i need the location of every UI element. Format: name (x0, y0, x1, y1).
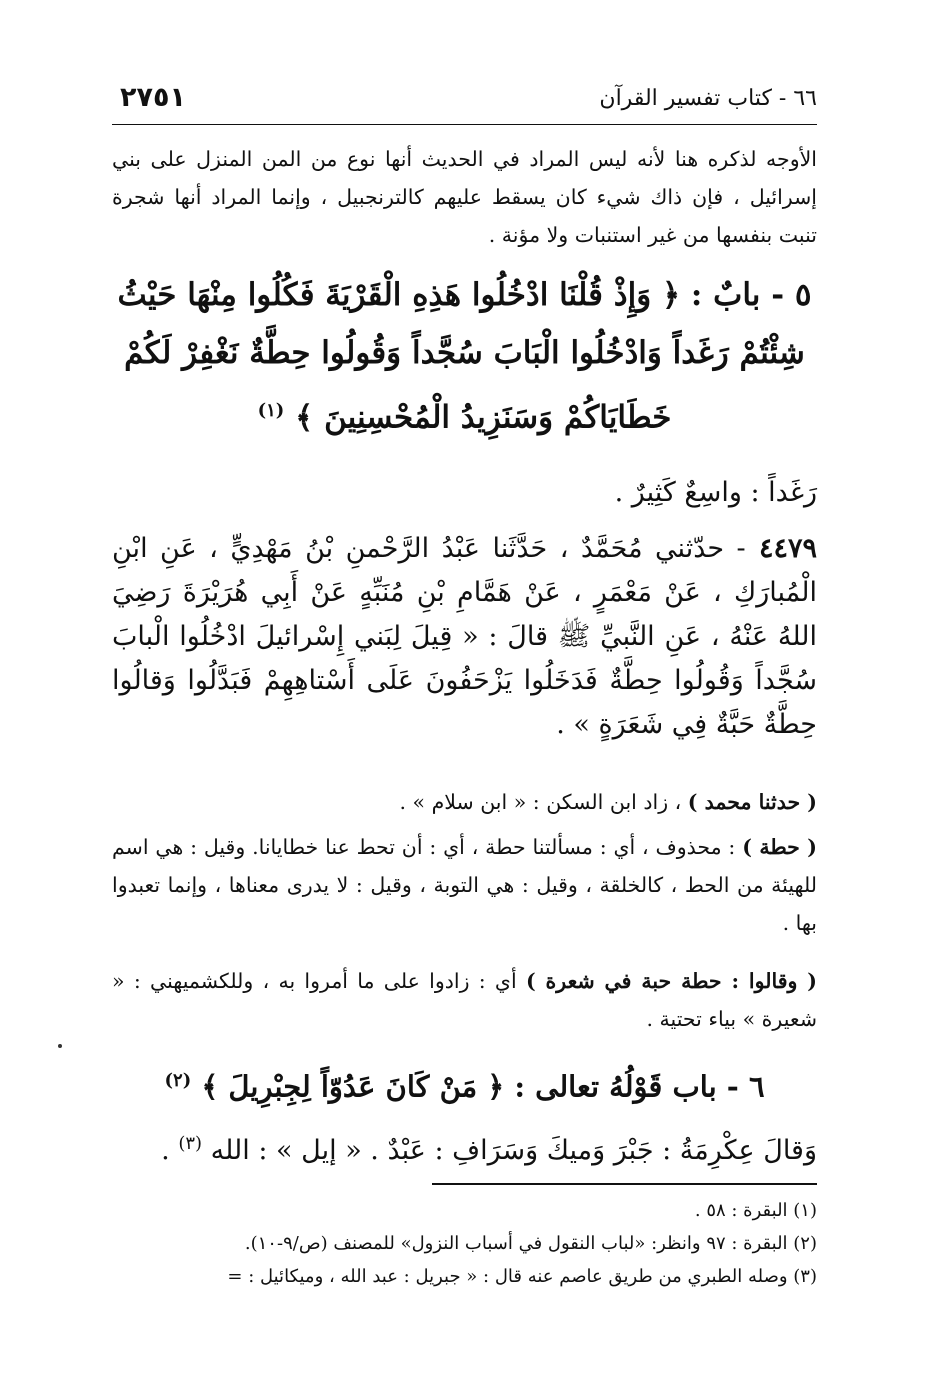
hadith-4479 (112, 527, 817, 747)
section-6-text: ٦ - باب قَوْلُهُ تعالى : ﴿ مَنْ كَانَ عَدُوّاً لِجِبْرِيلَ ﴾ (201, 1069, 765, 1104)
chapter-title: ٦٦ - كتاب تفسير القرآن (599, 86, 817, 111)
commentary-1-text: ، زاد ابن السكن : « ابن سلام » . (399, 790, 682, 814)
page-header (112, 82, 817, 130)
commentary-2-text: : محذوف ، أي : مسألتنا حطة ، أي : أن تحط عنا خطايانا. وقيل : هي اسم للهيئة من الحط ، كالخلقة ، وقيل : هي التوبة ، وقيل : لا يدرى معناها ، وإنما تعبدوا بها . (112, 835, 817, 935)
section-5-line-1: ٥ - بابٌ : ﴿ وَإِذْ قُلْنَا ادْخُلُوا هَذِهِ الْقَرْيَةَ فَكُلُوا مِنْهَا حَيْثُ (117, 277, 812, 313)
hadith-text: - حدّثني مُحَمَّدٌ ، حَدَّثَنا عَبْدُ الرَّحْمنِ بْنُ مَهْدِيٍّ ، عَنِ ابْنِ الْمُبارَكِ ، عَنْ مَعْمَرٍ ، عَنْ هَمَّامِ بْنِ مُنَبِّهٍ عَنْ أَبِي هُرَيْرَةَ رَضِيَ اللهُ عَنْهُ ، عَنِ النَّبيِّ ﷺ قالَ : « قِيلَ لِبَني إِسْرائيلَ ادْخُلُوا الْبابَ سُجَّداً وَقُولُوا حِطَّةٌ فَدَخَلُوا يَزْحَفُونَ عَلَى أَسْتاهِهِمْ فَبَدَّلُوا وَقالُوا حِطَّةٌ حَبَّةٌ فِي شَعَرَةٍ » . (112, 533, 817, 740)
section-5-line-3 (112, 382, 817, 446)
section-5-line-2: شِئْتُمْ رَغَداً وَادْخُلُوا الْبَابَ سُجَّداً وَقُولُوا حِطَّةٌ نَغْفِرْ لَكُمْ (124, 335, 805, 371)
scan-speck (58, 1044, 62, 1048)
footnote-ref-3: (٣) (178, 1133, 203, 1154)
ikrima-text: وَقالَ عِكْرِمَةُ : جَبْرَ وَميكَ وَسَرَافِ : عَبْدٌ . « إيل » : الله (210, 1135, 817, 1166)
commentary-1 (112, 783, 817, 821)
footnote-separator (432, 1183, 817, 1185)
commentary-3-text: أي : زادوا على ما أمروا به ، وللكشميهني : « شعيرة » بياء تحتية . (112, 969, 817, 1031)
commentary-2-term: ( حطة ) (742, 835, 817, 859)
page-number: ٢٧٥١ (120, 82, 186, 113)
footnote-3: (٣) وصله الطبري من طريق عاصم عنه قال : « جبريل : عبد الله ، وميكائيل : = (227, 1266, 817, 1287)
footnote-ref-2: (٢) (164, 1070, 192, 1091)
ikrima-end: . (161, 1135, 170, 1166)
commentary-1-term: ( حدثنا محمد ) (687, 790, 817, 814)
intro-paragraph: الأوجه لذكره هنا لأنه ليس المراد في الحديث أنها نوع من المن المنزل على بني إسرائيل ، فإن ذاك شيء كان يسقط عليهم كالترنجبيل ، وإنما المراد أنها شجرة تنبت بنفسها من غير استنبات ولا مؤنة . (112, 147, 817, 247)
ikrima-statement (112, 1122, 817, 1173)
footnote-2: (٢) البقرة : ٩٧ وانظر: «لباب النقول في أسباب النزول» للمصنف (ص/٩-١٠). (244, 1233, 817, 1254)
footnotes (112, 1194, 817, 1293)
section-5-line-3-text: خَطَايَاكُمْ وَسَنَزِيدُ الْمُحْسِنِينَ ﴾ (295, 399, 672, 436)
footnote-ref-1: (١) (257, 400, 285, 421)
header-rule (112, 124, 817, 125)
raghadan-definition: رَغَداً : واسِعٌ كَثِيرٌ . (614, 477, 817, 508)
commentary-3-term: ( وقالوا : حطة حبة في شعرة ) (525, 969, 817, 993)
commentary-3 (112, 962, 817, 1038)
section-6-heading (112, 1052, 817, 1116)
commentary-2 (112, 828, 817, 942)
hadith-number: ٤٤٧٩ (758, 533, 817, 564)
section-5-heading (112, 266, 817, 446)
footnote-1: (١) البقرة : ٥٨ . (694, 1200, 817, 1221)
